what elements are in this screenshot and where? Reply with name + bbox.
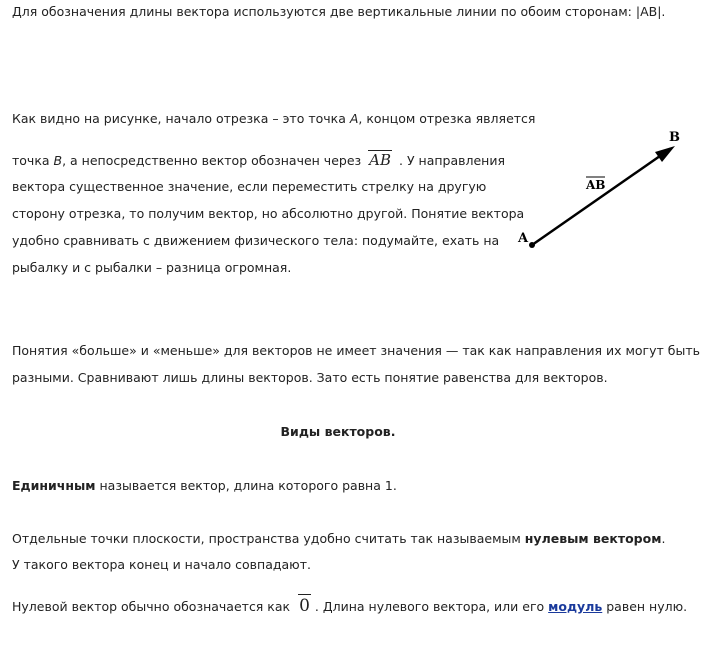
zero-vector-term: нулевым вектором [524,531,662,546]
unit-vector-term: Единичным [12,478,96,493]
para2-line-1 [12,343,700,359]
zero-def-text: Отдельные точки плоскости, пространства удобно считать так называемым [12,531,525,546]
zero-def-line-2 [12,557,311,573]
vector-segment [532,149,670,245]
vector-figure [505,120,695,260]
para1-text: , концом отрезка является [358,111,536,126]
para1-text: вектора существенное значение, если переместить стрелку на другую [12,179,487,194]
zero-def-text: У такого вектора конец и начало совпадают. [12,557,311,572]
para1-line-3 [12,179,486,195]
point-b-label: B [669,130,680,145]
zero-notation-text: равен нулю. [602,599,688,614]
vector-arrowhead [655,146,675,162]
para1-text: . У направления [399,153,505,168]
modulus-link[interactable]: модуль [548,599,603,614]
para1-line-1 [12,111,535,127]
para1-text: точка [12,153,54,168]
para1-line-2 [12,152,505,169]
para1-text: рыбалку и с рыбалки – разница огромная. [12,260,292,275]
zero-def-line-1 [12,531,665,547]
zero-notation-line [12,598,687,615]
para1-line-4 [12,206,524,222]
point-a-var: А [349,111,359,126]
vector-ab-label: AB [586,178,606,192]
section-heading: Виды векторов. [280,424,396,439]
point-b-var: В [53,153,63,168]
para1-text: , а непосредственно вектор обозначен через [62,153,362,168]
start-point-dot [529,242,535,248]
para2-text: разными. Сравнивают лишь длины векторов. Зато есть понятие равенства для векторов. [12,370,608,385]
para1-text: удобно сравнивать с движением физического тела: подумайте, ехать на [12,233,500,248]
para1-line-6 [12,260,291,276]
zero-notation-text: Нулевой вектор обычно обозначается как [12,599,291,614]
zero-def-text: . [661,531,666,546]
para1-text: Как видно на рисунке, начало отрезка – это точка [12,111,350,126]
para2-line-2 [12,370,608,386]
point-a-label: A [518,231,529,246]
para1-text: сторону отрезка, то получим вектор, но абсолютно другой. Понятие вектора [12,206,525,221]
intro-paragraph [12,4,665,20]
zero-notation-text: . Длина нулевого вектора, или его [314,599,549,614]
unit-vector-text: называется вектор, длина которого равна 1. [95,478,397,493]
para2-text: Понятия «больше» и «меньше» для векторов не имеет значения — так как направления их могут быть [12,343,700,358]
para1-line-5 [12,233,499,249]
vector-ab-symbol: AB [369,151,392,169]
unit-vector-definition [12,478,397,494]
intro-text: Для обозначения длины вектора используются две вертикальные линии по обоим сторонам: |AB|. [12,4,666,19]
zero-vector-symbol: 0 [299,596,310,616]
